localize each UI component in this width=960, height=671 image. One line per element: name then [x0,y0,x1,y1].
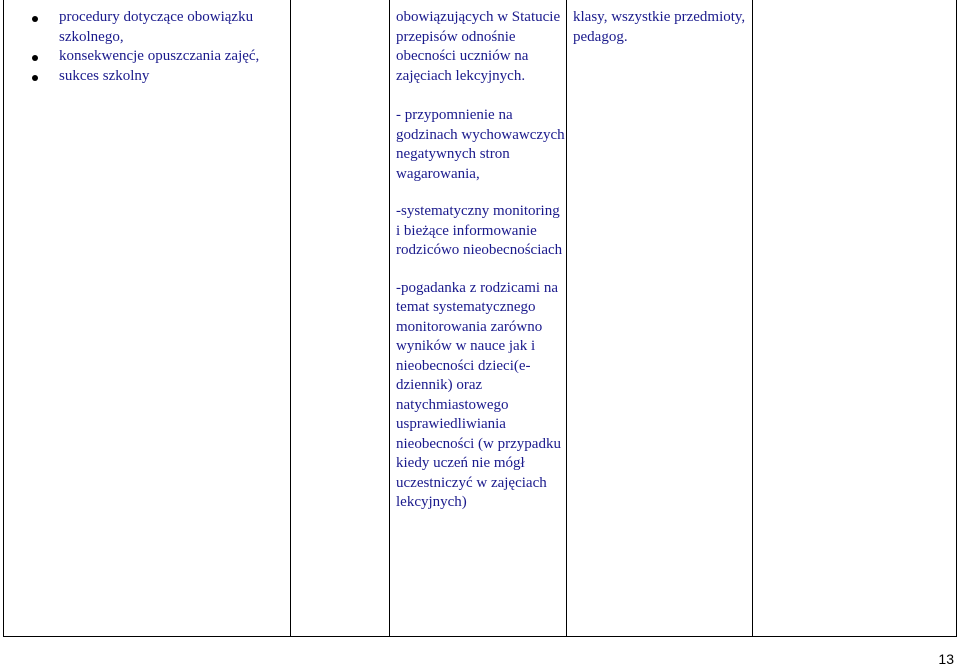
list-item: procedury dotyczące obowiązku szkolnego, [28,8,286,47]
table-divider-2 [389,0,390,637]
list-item: konsekwencje opuszczania zajęć, [28,47,286,67]
table-cell-empty [757,8,952,28]
activity-paragraph: obowiązujących w Statucie przepisów odnośnie obecności uczniów na zajęciach lekcyjnych. [396,9,561,84]
activity-paragraph: - przypomnienie na godzinach wychowawczych negatywnych stron wagarowania, [396,107,565,182]
table-divider-3 [566,0,567,637]
table-border-bottom [3,636,957,637]
list-item: sukces szkolny [28,67,286,87]
table-border-left [3,0,4,637]
table-divider-4 [752,0,753,637]
activity-paragraph: -systematyczny monitoring i bieżące informowanie rodzicówo nieobecnościach [396,203,563,258]
table-cell-activities [396,8,566,531]
table-cell-topics [28,8,286,86]
table-cell-participants [573,8,748,65]
page-number: 13 [938,650,954,667]
table-border-right [956,0,957,637]
participants-text: klasy, wszystkie przedmioty, pedagog. [573,9,746,45]
activity-paragraph: -pogadanka z rodzicami na temat systematycznego monitorowania zarówno wyników w nauce jak i nieobecności dzieci(e-dziennik) oraz natychmiastowego usprawiedliwiania nieobecności (w przypadku kiedy uczeń nie mógł uczestniczyć w zajęciach lekcyjnych) [396,279,561,510]
topics-list [28,8,286,86]
table-divider-1 [290,0,291,637]
